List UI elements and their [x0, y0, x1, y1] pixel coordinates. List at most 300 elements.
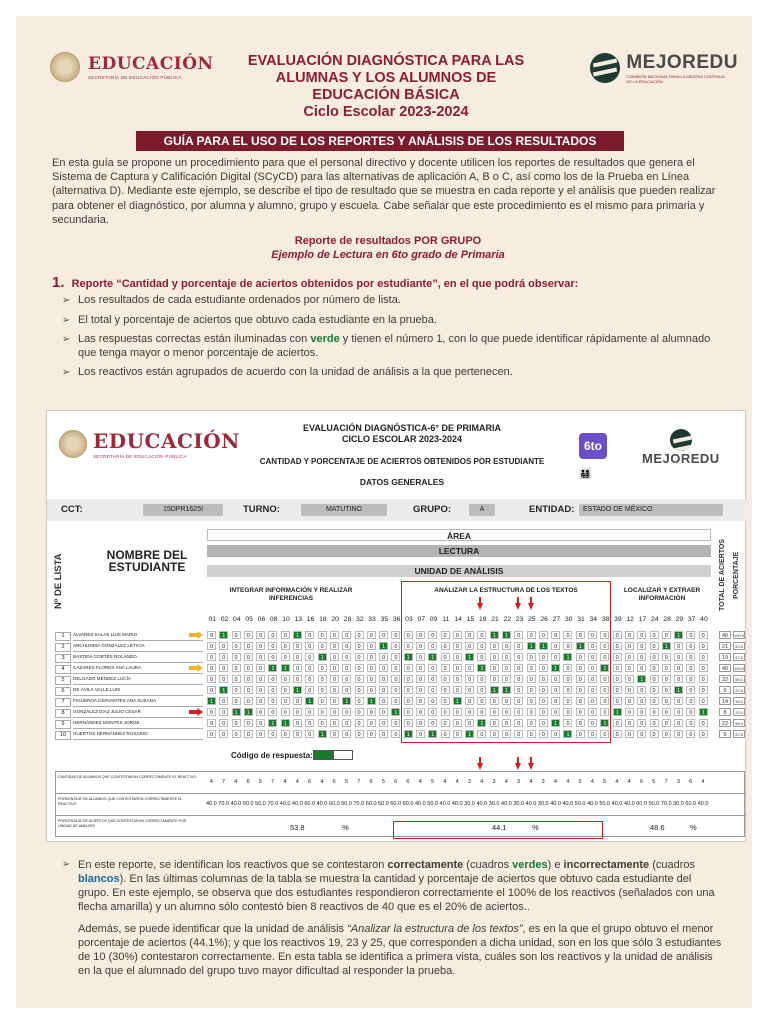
answer-cell: 0 [342, 664, 351, 672]
answer-cell: 0 [514, 631, 523, 639]
answer-cell: 0 [527, 708, 536, 716]
answer-cell: 0 [367, 631, 376, 639]
answer-cell: 0 [477, 675, 486, 683]
blue-word: blancos [78, 873, 120, 885]
answer-cell: 0 [318, 697, 327, 705]
answer-cell: 0 [563, 719, 572, 727]
answer-cell: 0 [490, 664, 499, 672]
answer-cell: 0 [563, 708, 572, 716]
answer-cell: 1 [637, 675, 646, 683]
answer-cell: 0 [490, 642, 499, 650]
answer-cell: 0 [293, 642, 302, 650]
answer-cell: 0 [453, 631, 462, 639]
answer-cell: 0 [391, 697, 400, 705]
answer-cell: 1 [404, 653, 413, 661]
item-correct-percent: 40.0 [316, 801, 328, 807]
answer-cell: 0 [527, 675, 536, 683]
answer-cell: 0 [453, 653, 462, 661]
answer-cell: 0 [244, 697, 253, 705]
answer-cell: 0 [244, 730, 253, 738]
answer-cell: 0 [453, 719, 462, 727]
item-correct-count: 7 [357, 779, 361, 785]
answer-cell: 0 [686, 675, 695, 683]
answer-cell: 0 [576, 697, 585, 705]
answer-cell: 0 [232, 653, 241, 661]
answer-cell: 0 [367, 675, 376, 683]
item-number: 33 [368, 616, 376, 623]
answer-cell: 0 [256, 664, 265, 672]
answer-cell: 0 [465, 642, 474, 650]
student-list-number: 4 [55, 665, 71, 674]
answer-cell: 0 [551, 653, 560, 661]
answer-cell: 0 [502, 697, 511, 705]
answer-cell: 0 [219, 730, 228, 738]
answer-cell: 1 [576, 642, 585, 650]
answer-cell: 0 [637, 664, 646, 672]
report-mejoredu-icon [670, 429, 692, 451]
item-correct-count: 4 [701, 779, 705, 785]
answer-cell: 0 [600, 631, 609, 639]
subtitle-line-2: Ejemplo de Lectura en 6to grado de Primaria [271, 249, 505, 261]
answer-cell: 0 [416, 719, 425, 727]
green-word: verdes [512, 859, 548, 871]
student-total: 14 [719, 697, 731, 705]
item-number: 16 [306, 616, 315, 623]
summary-label: PORCENTAJE DE ALUMNOS QUE CONTESTARON CORRECTAMENTE EL REACTIVO [58, 797, 183, 806]
subtitle-line-1: Reporte de resultados POR GRUPO [294, 235, 482, 247]
answer-cell: 0 [465, 631, 474, 639]
item-correct-count: 4 [504, 779, 508, 785]
answer-cell: 0 [379, 631, 388, 639]
answer-cell: 0 [293, 653, 302, 661]
answer-cell: 0 [318, 642, 327, 650]
item-correct-percent: 40.0 [451, 801, 463, 807]
answer-cell: 0 [281, 708, 290, 716]
answer-cell: 0 [244, 664, 253, 672]
item-correct-percent: 60.0 [365, 801, 377, 807]
answer-cell: 0 [379, 653, 388, 661]
answer-cell: 0 [268, 642, 277, 650]
answer-cell: 0 [674, 719, 683, 727]
item-correct-percent: 60.0 [390, 801, 402, 807]
item-correct-percent: 60.0 [304, 801, 316, 807]
answer-cell: 0 [219, 675, 228, 683]
answer-cell: 0 [404, 686, 413, 694]
answer-cell: 0 [441, 631, 450, 639]
item-correct-count: 5 [652, 779, 656, 785]
item-correct-count: 5 [603, 779, 607, 785]
response-code-label: Código de respuesta: [231, 751, 313, 760]
student-row [55, 685, 745, 695]
answer-cell: 1 [318, 653, 327, 661]
answer-cell: 0 [441, 730, 450, 738]
answer-cell: 1 [379, 642, 388, 650]
document-page [16, 16, 752, 1008]
item-correct-percent: 50.0 [599, 801, 611, 807]
bullet-item: ➢ Los resultados de cada estudiante ordenados por número de lista. [62, 294, 724, 308]
answer-cell: 0 [305, 631, 314, 639]
answer-cell: 0 [625, 675, 634, 683]
answer-cell: 0 [256, 653, 265, 661]
answer-cell: 0 [404, 642, 413, 650]
item-correct-percent: 60.0 [685, 801, 697, 807]
answer-cell: 0 [699, 653, 708, 661]
answer-cell: 0 [330, 719, 339, 727]
answer-cell: 0 [662, 730, 671, 738]
answer-cell: 0 [527, 719, 536, 727]
answer-cell: 0 [662, 686, 671, 694]
answer-cell: 0 [441, 642, 450, 650]
answer-cell: 0 [330, 697, 339, 705]
answer-cell: 0 [416, 686, 425, 694]
italic-text: “Analizar la estructura de los textos” [347, 923, 523, 935]
answer-cell: 0 [232, 664, 241, 672]
percent-sign: % [342, 823, 349, 832]
item-number: 13 [294, 616, 303, 623]
answer-cell: 0 [650, 631, 659, 639]
answer-cell: 0 [490, 730, 499, 738]
unit-integrar-percent: 53.8 [290, 823, 305, 832]
answer-cell: 1 [600, 719, 609, 727]
answer-cell: 0 [391, 719, 400, 727]
answer-cell: 0 [367, 708, 376, 716]
student-row [55, 663, 745, 673]
answer-cell: 0 [662, 664, 671, 672]
answer-cell: 1 [699, 708, 708, 716]
student-percentage: 100.0 [734, 666, 745, 671]
answer-cell: 0 [527, 664, 536, 672]
answer-cell: 0 [625, 664, 634, 672]
item-correct-count: 7 [271, 779, 275, 785]
answer-cell: 0 [305, 675, 314, 683]
answer-cell: 0 [514, 664, 523, 672]
student-percentage: 35.0 [733, 697, 745, 705]
answer-cell: 0 [428, 675, 437, 683]
answer-cell: 0 [650, 686, 659, 694]
item-correct-percent: 30.0 [513, 801, 525, 807]
mejoredu-logo-subtext: COMISIÓN NACIONAL PARA LA MEJORA CONTINUA DE LA EDUCACIÓN [626, 74, 725, 84]
answer-cell: 0 [416, 642, 425, 650]
student-row [55, 729, 745, 739]
answer-cell: 1 [551, 719, 560, 727]
answer-cell: 0 [207, 675, 216, 683]
summary-row-percent [56, 794, 746, 816]
report-seal-icon [59, 430, 87, 458]
answer-cell: 0 [650, 675, 659, 683]
answer-cell: 0 [686, 719, 695, 727]
unit-integrar-header: INTEGRAR INFORMACIÓN Y REALIZAR INFERENCIAS [229, 587, 353, 602]
answer-cell: 0 [232, 686, 241, 694]
bullet-item: ➢ El total y porcentaje de aciertos que obtuvo cada estudiante en la prueba. [62, 314, 724, 328]
item-correct-percent: 50.0 [648, 801, 660, 807]
answer-cell: 0 [576, 631, 585, 639]
answer-cell: 0 [686, 631, 695, 639]
item-correct-count: 3 [467, 779, 471, 785]
item-number: 29 [675, 616, 684, 623]
answer-cell: 0 [244, 686, 253, 694]
item-number: 27 [552, 616, 561, 623]
answer-cell: 0 [637, 653, 646, 661]
item-correct-count: 4 [455, 779, 459, 785]
answer-cell: 0 [514, 697, 523, 705]
answer-cell: 0 [650, 664, 659, 672]
answer-cell: 0 [514, 675, 523, 683]
answer-cell: 0 [232, 642, 241, 650]
answer-cell: 0 [465, 697, 474, 705]
student-name: FIGUEROA CERVANTES ANA SUSANA [73, 698, 203, 707]
student-row [55, 674, 745, 684]
answer-cell: 0 [662, 719, 671, 727]
item-number: 38 [601, 616, 610, 623]
answer-cell: 0 [576, 675, 585, 683]
section-heading [52, 274, 724, 291]
answer-cell: 0 [416, 631, 425, 639]
answer-cell: 1 [232, 708, 241, 716]
item-correct-percent: 40.0 [562, 801, 574, 807]
summary-label: CANTIDAD DE ALUMNOS QUE CONTESTARON CORRECTAMENTE EL REACTIVO [58, 775, 197, 779]
report-mejoredu-logo [642, 429, 720, 466]
answer-cell: 0 [342, 642, 351, 650]
item-correct-count: 6 [689, 779, 693, 785]
answer-cell: 0 [600, 642, 609, 650]
student-total: 19 [719, 653, 731, 661]
answer-cell: 0 [367, 653, 376, 661]
highlight-box [401, 581, 611, 743]
intro-paragraph: En esta guía se propone un procedimiento para que el personal directivo y docente utilicen los reportes de resultados que genera el Sistema de Captura y Calificación Digital (SCyCD) para las alternativas de aplicación A, B o C, así como los de la Prueba en Línea (alternativa D). Mediante este ejemplo, se describe el tipo de resultado que se muestra en cada reporte y el análisis que pueden realizar para obtener el diagnóstico, por alumna y alumno, grupo y escuela. Cabe señalar que este procedimiento es el mismo para primaria y secundaria. [52, 157, 716, 226]
answer-cell: 0 [502, 675, 511, 683]
answer-cell: 0 [625, 642, 634, 650]
answer-cell: 0 [416, 697, 425, 705]
answer-cell: 0 [588, 642, 597, 650]
item-correct-percent: 40.0 [550, 801, 561, 807]
student-list-number: 9 [55, 720, 71, 729]
student-percentage: 47.5 [733, 653, 745, 661]
answer-cell: 1 [367, 697, 376, 705]
report-educacion-logo [59, 429, 240, 459]
item-correct-percent: 30.0 [464, 801, 475, 807]
educacion-logo-subtext: SECRETARÍA DE EDUCACIÓN PÚBLICA [88, 75, 182, 80]
answer-cell: 0 [576, 719, 585, 727]
mejoredu-logo-text: MEJOREDU [626, 52, 738, 73]
answer-cell: 0 [391, 675, 400, 683]
answer-cell: 0 [477, 653, 486, 661]
bold-text: incorrectamente [563, 859, 650, 871]
student-total: 22 [719, 675, 731, 683]
answer-cell: 0 [576, 708, 585, 716]
student-name: ÁLVAREZ SALAS LUIS MARIO [73, 632, 203, 641]
answer-cell: 0 [588, 631, 597, 639]
answer-cell: 0 [305, 730, 314, 738]
answer-cell: 0 [502, 664, 511, 672]
highlight-box-summary [393, 821, 603, 839]
answer-cell: 0 [219, 653, 228, 661]
answer-cell: 0 [686, 686, 695, 694]
answer-cell: 0 [219, 697, 228, 705]
answer-cell: 0 [490, 675, 499, 683]
item-number: 07 [417, 616, 425, 623]
answer-cell: 0 [232, 631, 241, 639]
answer-cell: 0 [563, 686, 572, 694]
grupo-label: GRUPO: [413, 504, 451, 515]
item-correct-percent: 30.0 [488, 801, 500, 807]
answer-cell: 0 [465, 664, 474, 672]
item-number: 04 [233, 616, 241, 623]
item-correct-percent: 40.0 [587, 801, 598, 807]
answer-cell: 0 [391, 730, 400, 738]
answer-cell: 1 [662, 642, 671, 650]
item-correct-percent: 50.0 [378, 801, 389, 807]
item-correct-count: 4 [418, 779, 422, 785]
item-correct-count: 4 [234, 779, 238, 785]
answer-cell: 0 [428, 642, 437, 650]
student-name: DELGADO MÉNDEZ LUCÍA [73, 676, 203, 685]
item-correct-count: 5 [344, 779, 348, 785]
answer-cell: 0 [355, 642, 364, 650]
answer-cell: 0 [539, 719, 548, 727]
answer-cell: 0 [207, 653, 216, 661]
answer-cell: 0 [441, 708, 450, 716]
item-correct-count: 6 [639, 779, 644, 785]
answer-cell: 0 [637, 708, 646, 716]
answer-cell: 0 [551, 730, 560, 738]
item-number: 12 [626, 616, 634, 623]
answer-cell: 0 [391, 686, 400, 694]
student-name: HERNÁNDEZ MONTES JORGE [73, 720, 203, 729]
answer-cell: 0 [342, 686, 351, 694]
item-correct-percent: 40.0 [501, 801, 512, 807]
answer-cell: 0 [305, 686, 314, 694]
answer-cell: 0 [219, 664, 228, 672]
answer-cell: 0 [268, 686, 277, 694]
item-number: 14 [454, 616, 462, 623]
answer-cell: 0 [318, 675, 327, 683]
item-correct-count: 4 [529, 779, 533, 785]
item-number: 06 [257, 616, 266, 623]
answer-cell: 0 [441, 664, 450, 672]
answer-cell: 0 [650, 653, 659, 661]
answer-cell: 0 [650, 697, 659, 705]
answer-cell: 0 [637, 642, 646, 650]
answer-cell: 0 [281, 631, 290, 639]
entidad-value: ESTADO DE MÉXICO [579, 504, 723, 516]
answer-cell: 0 [355, 730, 364, 738]
answer-cell: 0 [600, 675, 609, 683]
answer-cell: 0 [551, 697, 560, 705]
bullet-item: ➢ Los reactivos están agrupados de acuerdo con la unidad de análisis a la que pertenecen. [62, 366, 724, 380]
answer-cell: 0 [490, 653, 499, 661]
item-number: 19 [478, 616, 487, 623]
answer-cell: 0 [699, 719, 708, 727]
item-correct-count: 6 [246, 779, 250, 785]
answer-cell: 0 [551, 708, 560, 716]
answer-cell: 0 [527, 653, 536, 661]
student-row [55, 652, 745, 662]
section-number: 1. [52, 274, 65, 291]
guide-banner: GUÍA PARA EL USO DE LOS REPORTES Y ANÁLISIS DE LOS RESULTADOS [136, 131, 624, 151]
answer-cell: 0 [490, 708, 499, 716]
answer-cell: 0 [637, 631, 646, 639]
answer-cell: 0 [318, 664, 327, 672]
student-total: 40 [719, 664, 731, 672]
student-name: BASTIDA CORTÉS ROLANDO [73, 654, 203, 663]
answer-cell: 1 [391, 708, 400, 716]
answer-cell: 0 [391, 664, 400, 672]
answer-cell: 0 [428, 664, 437, 672]
answer-cell: 0 [613, 697, 622, 705]
student-list-number: 8 [55, 709, 71, 718]
student-row [55, 718, 745, 728]
answer-cell: 0 [428, 631, 437, 639]
answer-cell: 0 [330, 664, 339, 672]
item-correct-percent: 40.0 [206, 801, 217, 807]
answer-cell: 0 [305, 708, 314, 716]
answer-cell: 0 [674, 730, 683, 738]
answer-cell: 0 [404, 697, 413, 705]
text: ). En las últimas columnas de la tabla se muestra la cantidad y porcentaje de aciertos que obtuvo cada estudiante del grupo. En este ejemplo, se observa que dos estudiantes respondieron correctamente el 100% de los reactivos (señalados con una flecha amarilla) y un alumno sólo contestó bien 8 reactivos de 40 que es el 20% de aciertos.. [78, 873, 715, 913]
answer-cell: 0 [219, 642, 228, 650]
answer-cell: 0 [686, 664, 695, 672]
item-number: 22 [503, 616, 512, 623]
answer-cell: 0 [600, 697, 609, 705]
answer-cell: 1 [453, 697, 462, 705]
answer-cell: 0 [600, 730, 609, 738]
answer-cell: 1 [428, 730, 437, 738]
answer-cell: 1 [281, 664, 290, 672]
bullet-bold-word: verde [310, 333, 340, 345]
answer-cell: 0 [207, 631, 216, 639]
answer-cell: 1 [600, 664, 609, 672]
item-number: 35 [380, 616, 389, 623]
title-line-3: EDUCACIÓN BÁSICA [312, 87, 460, 103]
answer-cell: 0 [281, 686, 290, 694]
answer-cell: 1 [281, 719, 290, 727]
answer-cell: 0 [391, 631, 400, 639]
item-correct-percent: 40.0 [623, 801, 635, 807]
educacion-logo-text: EDUCACIÓN [88, 54, 214, 74]
item-correct-count: 6 [406, 779, 410, 785]
answer-cell: 0 [563, 631, 572, 639]
answer-cell: 0 [453, 642, 462, 650]
answer-cell: 1 [244, 708, 253, 716]
answer-cell: 0 [699, 664, 708, 672]
bullet-text: Las respuestas correctas están iluminadas con [78, 333, 311, 345]
answer-cell: 0 [502, 719, 511, 727]
answer-cell: 1 [551, 664, 560, 672]
national-seal-icon [50, 52, 80, 82]
answer-cell: 0 [404, 719, 413, 727]
bullet-item [62, 333, 724, 360]
answer-cell: 0 [342, 653, 351, 661]
student-list-number: 2 [55, 643, 71, 652]
answer-cell: 0 [613, 730, 622, 738]
answer-cell: 0 [293, 697, 302, 705]
item-correct-count: 5 [430, 779, 435, 785]
answer-cell: 0 [232, 719, 241, 727]
answer-cell: 0 [490, 719, 499, 727]
answer-cell: 0 [686, 697, 695, 705]
answer-cell: 0 [416, 708, 425, 716]
answer-cell: 0 [637, 719, 646, 727]
unit-analizar-header: ANALIZAR LA ESTRUCTURA DE LOS TEXTOS [434, 587, 578, 594]
item-correct-count: 7 [222, 779, 226, 785]
student-name-header: NOMBRE DEL ESTUDIANTE [106, 548, 188, 574]
answer-cell: 1 [674, 631, 683, 639]
item-correct-percent: 40.0 [611, 801, 623, 807]
item-number: 31 [577, 616, 585, 623]
answer-cell: 0 [613, 653, 622, 661]
item-correct-percent: 50.0 [341, 801, 352, 807]
report-screenshot [46, 410, 746, 842]
